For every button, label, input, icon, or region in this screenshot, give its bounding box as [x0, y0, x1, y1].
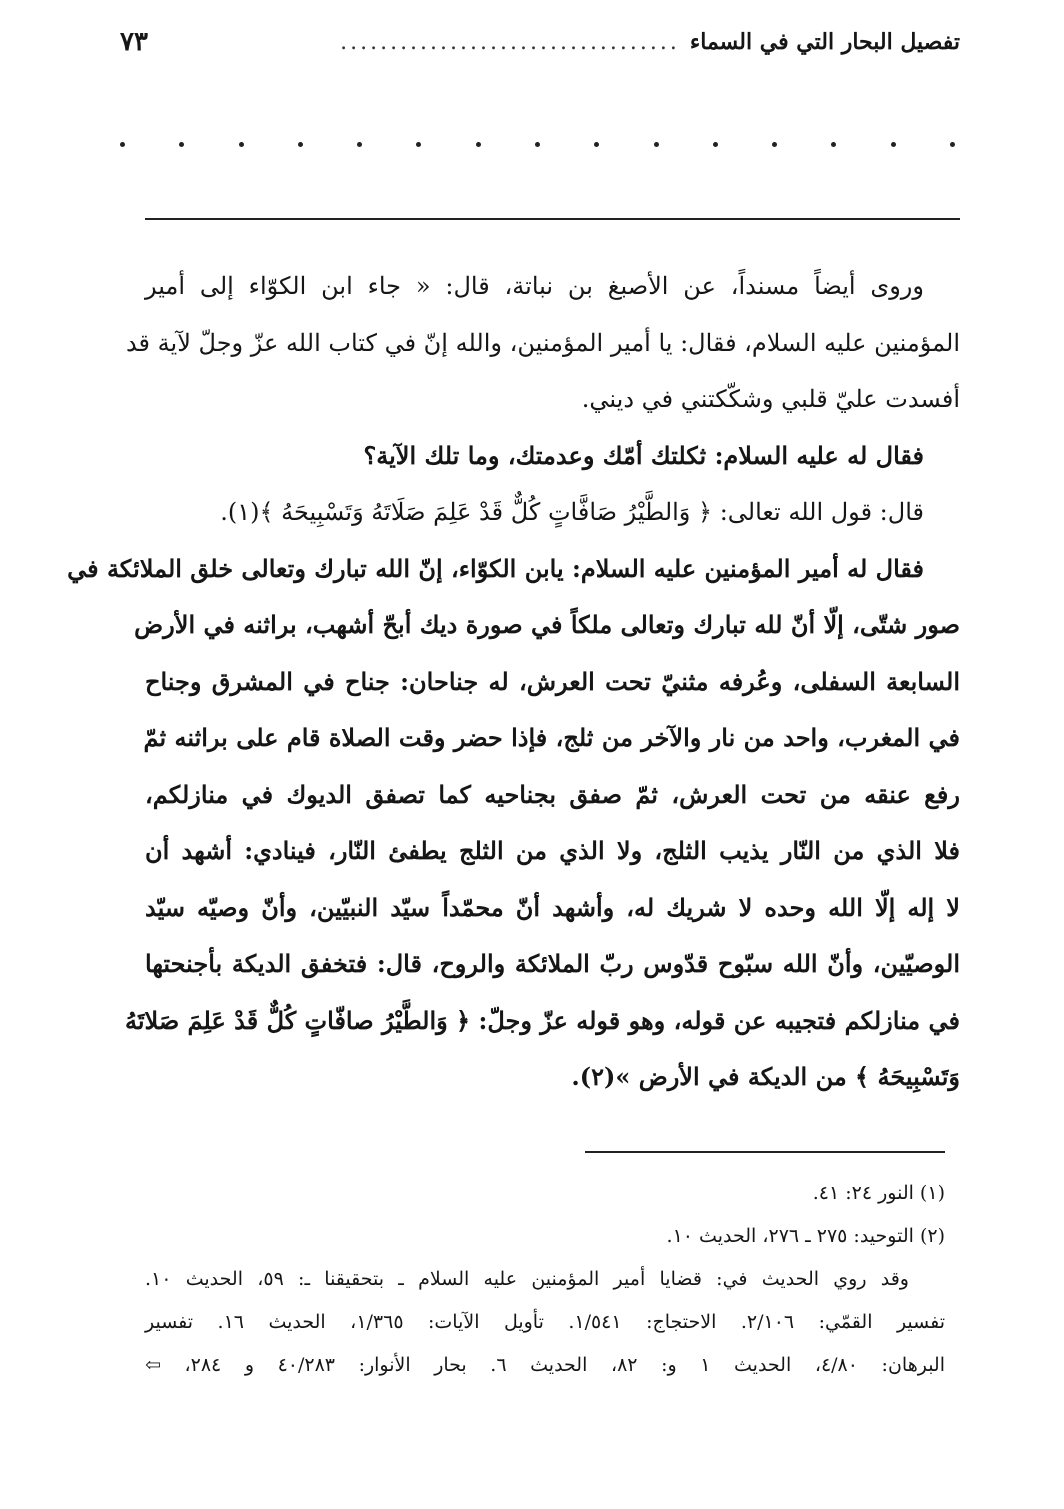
text-line: صور شتّى، إلّا أنّ لله تبارك وتعالى ملكاً في صورة ديك أبحّ أشهب، براثنه في الأرض: [134, 610, 960, 639]
header-rule: [145, 218, 960, 220]
footnote-rule: [585, 1151, 945, 1153]
text-line: المؤمنين عليه السلام، فقال: يا أمير المؤمنين، والله إنّ في كتاب الله عزّ وجلّ لآية قد: [125, 328, 960, 357]
text-line: في منازلكم فتجيبه عن قوله، وهو قوله عزّ وجلّ: ﴿ وَالطَّيْرُ صافّاتٍ كُلٌّ قَدْ عَلِمَ صَلاتَهُ: [124, 1005, 960, 1035]
ornament-dots: [120, 142, 955, 147]
text-line: فقال له عليه السلام: ثكلتك أمّك وعدمتك، وما تلك الآية؟: [363, 440, 924, 470]
text-line: رفع عنقه من تحت العرش، ثمّ صفق بجناحيه كما تصفق الديوك في منازلكم،: [145, 779, 960, 809]
dot: [120, 142, 125, 147]
main-text: [67, 258, 960, 1106]
dot: [713, 142, 718, 147]
footnote-text: البرهان: ٤/٨٠، الحديث ١ و: ٨٢، الحديث ٦. بحار الأنوار: ٤٠/٢٨٣ و ٢٨٤، ⇦: [145, 1354, 945, 1376]
dot: [772, 142, 777, 147]
text-line: وروى أيضاً مسنداً، عن الأصبغ بن نباتة، قال: « جاء ابن الكوّاء إلى أمير: [145, 272, 924, 300]
footnote-1: (١) النور ٢٤: ٤١.: [812, 1182, 945, 1204]
quran-verse-line: قال: قول الله تعالى: ﴿ وَالطَّيْرُ صَافَّاتٍ كُلٌّ قَدْ عَلِمَ صَلَاتَهُ وَتَسْبِيحَهُ ﴾(١).: [220, 498, 924, 526]
running-header: [120, 22, 960, 62]
dot: [950, 142, 955, 147]
dot: [298, 142, 303, 147]
page-number: ٧٣: [120, 27, 148, 57]
text-line: في المغرب، واحد من نار والآخر من ثلج، فإذا حضر وقت الصلاة قام على براثنه ثمّ: [143, 723, 960, 752]
text-line: لا إله إلّا الله وحده لا شريك له، وأشهد أنّ محمّداً سيّد النبيّين، وأنّ وصيّه سيّد: [145, 892, 960, 922]
dot: [831, 142, 836, 147]
text-line: وَتَسْبِيحَهُ ﴾ من الديكة في الأرض »(٢).: [571, 1062, 960, 1091]
dot: [594, 142, 599, 147]
dot: [891, 142, 896, 147]
dot: [535, 142, 540, 147]
text-line: أفسدت عليّ قلبي وشكّكتني في ديني.: [581, 385, 960, 413]
dot-leader: ..................................: [340, 29, 680, 55]
dot: [179, 142, 184, 147]
dot: [476, 142, 481, 147]
text-line: السابعة السفلى، وعُرفه مثنيّ تحت العرش، له جناحان: جناح في المشرق وجناح: [145, 666, 960, 696]
dot: [239, 142, 244, 147]
footnote-2: (٢) التوحيد: ٢٧٥ ـ ٢٧٦، الحديث ١٠.: [666, 1225, 945, 1247]
dot: [416, 142, 421, 147]
text-line: فقال له أمير المؤمنين عليه السلام: يابن الكوّاء، إنّ الله تبارك وتعالى خلق الملائكة في: [67, 553, 924, 583]
dot: [654, 142, 659, 147]
dot: [357, 142, 362, 147]
chapter-title: تفصيل البحار التي في السماء: [689, 29, 960, 55]
footnotes: [145, 1172, 945, 1387]
text-line: فلا الذي من النّار يذيب الثلج، ولا الذي من الثلج يطفئ النّار، فينادي: أشهد أن: [145, 836, 960, 865]
footnote-text: وقد روي الحديث في: قضايا أمير المؤمنين عليه السلام ـ بتحقيقنا ـ: ٥٩، الحديث ١٠.: [145, 1268, 909, 1290]
footnote-text: تفسير القمّي: ٢/١٠٦. الاحتجاج: ١/٥٤١. تأويل الآيات: ١/٣٦٥، الحديث ١٦. تفسير: [145, 1311, 946, 1333]
text-line: الوصيّين، وأنّ الله سبّوح قدّوس ربّ الملائكة والروح، قال: فتخفق الديكة بأجنحتها: [145, 949, 960, 978]
